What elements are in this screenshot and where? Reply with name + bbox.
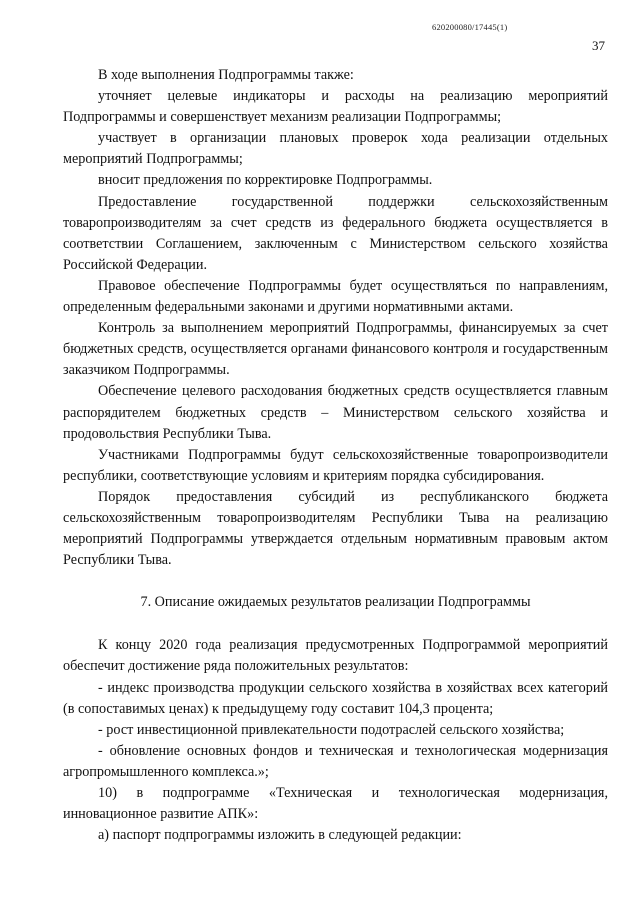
paragraph: - обновление основных фондов и техническая и технологическая модернизация агропромышленного комплекса.»; (63, 742, 608, 780)
paragraph: - индекс производства продукции сельского хозяйства в хозяйствах всех категорий (в сопоставимых ценах) к предыдущему году составит 104,3 процента; (63, 679, 608, 717)
paragraph: участвует в организации плановых проверок хода реализации отдельных мероприятий Подпрограммы; (63, 130, 608, 168)
paragraph: В ходе выполнения Подпрограммы также: (98, 67, 354, 83)
spacer (63, 571, 608, 582)
paragraph: Правовое обеспечение Подпрограммы будет осуществляться по направлениям, определенным федеральными законами и другими нормативными актами. (63, 277, 608, 316)
paragraph: Предоставление государственной поддержки сельскохозяйственным товаропроизводителям за счет средств из федерального бюджета осуществляется в соответствии Соглашением, заключенным с Министерством сельского хозяйства Российской Федерации. (63, 193, 608, 273)
paragraph: Обеспечение целевого расходования бюджетных средств осуществляется главным распорядителем бюджетных средств – Министерством сельского хозяйства и продовольствия Республики Тыва. (63, 383, 608, 442)
paragraph: 10) в подпрограмме «Техническая и технологическая модернизация, инновационное развитие АПК»: (63, 785, 608, 823)
document-id: 620200080/17445(1) (432, 22, 508, 32)
document-body (63, 65, 608, 846)
paragraph: а) паспорт подпрограммы изложить в следующей редакции: (98, 827, 462, 844)
paragraph: - рост инвестиционной привлекательности подотраслей сельского хозяйства; (98, 721, 565, 738)
paragraph: Порядок предоставления субсидий из республиканского бюджета сельскохозяйственным товаропроизводителям Республики Тыва на реализацию мероприятий Подпрограммы утверждается отдельным нормативным правовым актом Республики Тыва. (63, 488, 608, 569)
paragraph: уточняет целевые индикаторы и расходы на реализацию мероприятий Подпрограммы и совершенствует механизм реализации Подпрограммы; (63, 88, 608, 126)
paragraph: Участниками Подпрограммы будут сельскохозяйственные товаропроизводители республики, соответствующие условиям и критериям порядка субсидирования. (63, 446, 608, 484)
paragraph: вносит предложения по корректировке Подпрограммы. (98, 172, 433, 189)
section-heading: 7. Описание ожидаемых результатов реализации Подпрограммы (140, 594, 531, 611)
paragraph: Контроль за выполнением мероприятий Подпрограммы, финансируемых за счет бюджетных средств, осуществляется органами финансового контроля и государственным заказчиком Подпрограммы. (63, 320, 608, 379)
paragraph: К концу 2020 года реализация предусмотренных Подпрограммой мероприятий обеспечит достижение ряда положительных результатов: (63, 637, 608, 675)
page-number: 37 (592, 38, 605, 53)
spacer (63, 624, 608, 635)
